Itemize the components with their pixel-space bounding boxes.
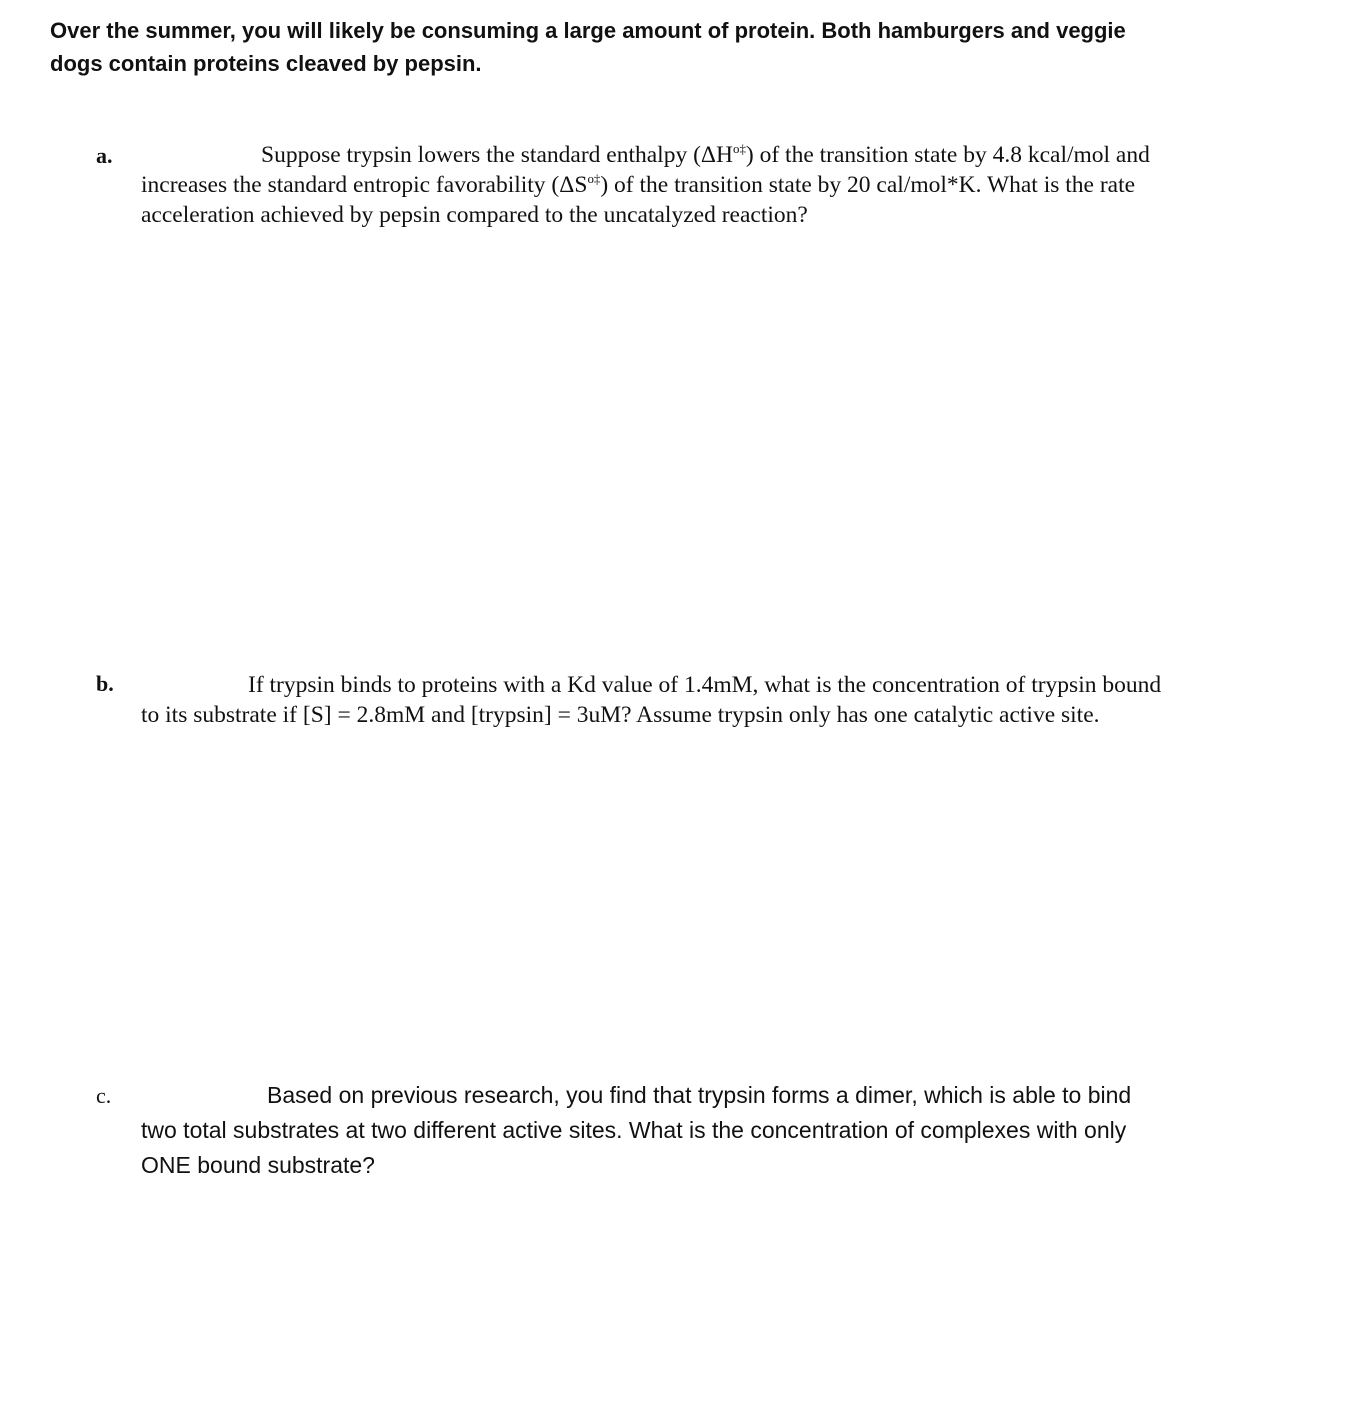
question-a-part2: ) of the transition state by 4.8 kcal/mol and increases the standard entropic favorability (ΔS <box>141 142 1150 198</box>
intro-paragraph: Over the summer, you will likely be consuming a large amount of protein. Both hamburgers and veggie dogs contain proteins cleaved by pepsin. <box>50 18 1126 76</box>
question-c-label: c. <box>96 1083 112 1108</box>
question-c-text: Based on previous research, you find that trypsin forms a dimer, which is able to bind two total substrates at two different active sites. What is the concentration of complexes with only ONE bound substrate? <box>141 1082 1132 1178</box>
question-a-label: a. <box>96 143 113 168</box>
question-a-text <box>141 140 1181 230</box>
question-b-label: b. <box>96 671 114 696</box>
question-a-part1: Suppose trypsin lowers the standard enthalpy (ΔH <box>261 142 733 168</box>
question-b-text: If trypsin binds to proteins with a Kd value of 1.4mM, what is the concentration of trypsin bound to its substrate if [S] = 2.8mM and [trypsin] = 3uM? Assume trypsin only has one catalytic active site. <box>141 672 1162 728</box>
question-a-sup1: o‡ <box>732 141 746 157</box>
question-a-part3: ) of the transition state by 20 cal/mol*K. What is the rate acceleration achieved by pepsin compared to the uncatalyzed reaction? <box>141 172 1136 228</box>
question-a-sup2: o‡ <box>587 171 601 187</box>
